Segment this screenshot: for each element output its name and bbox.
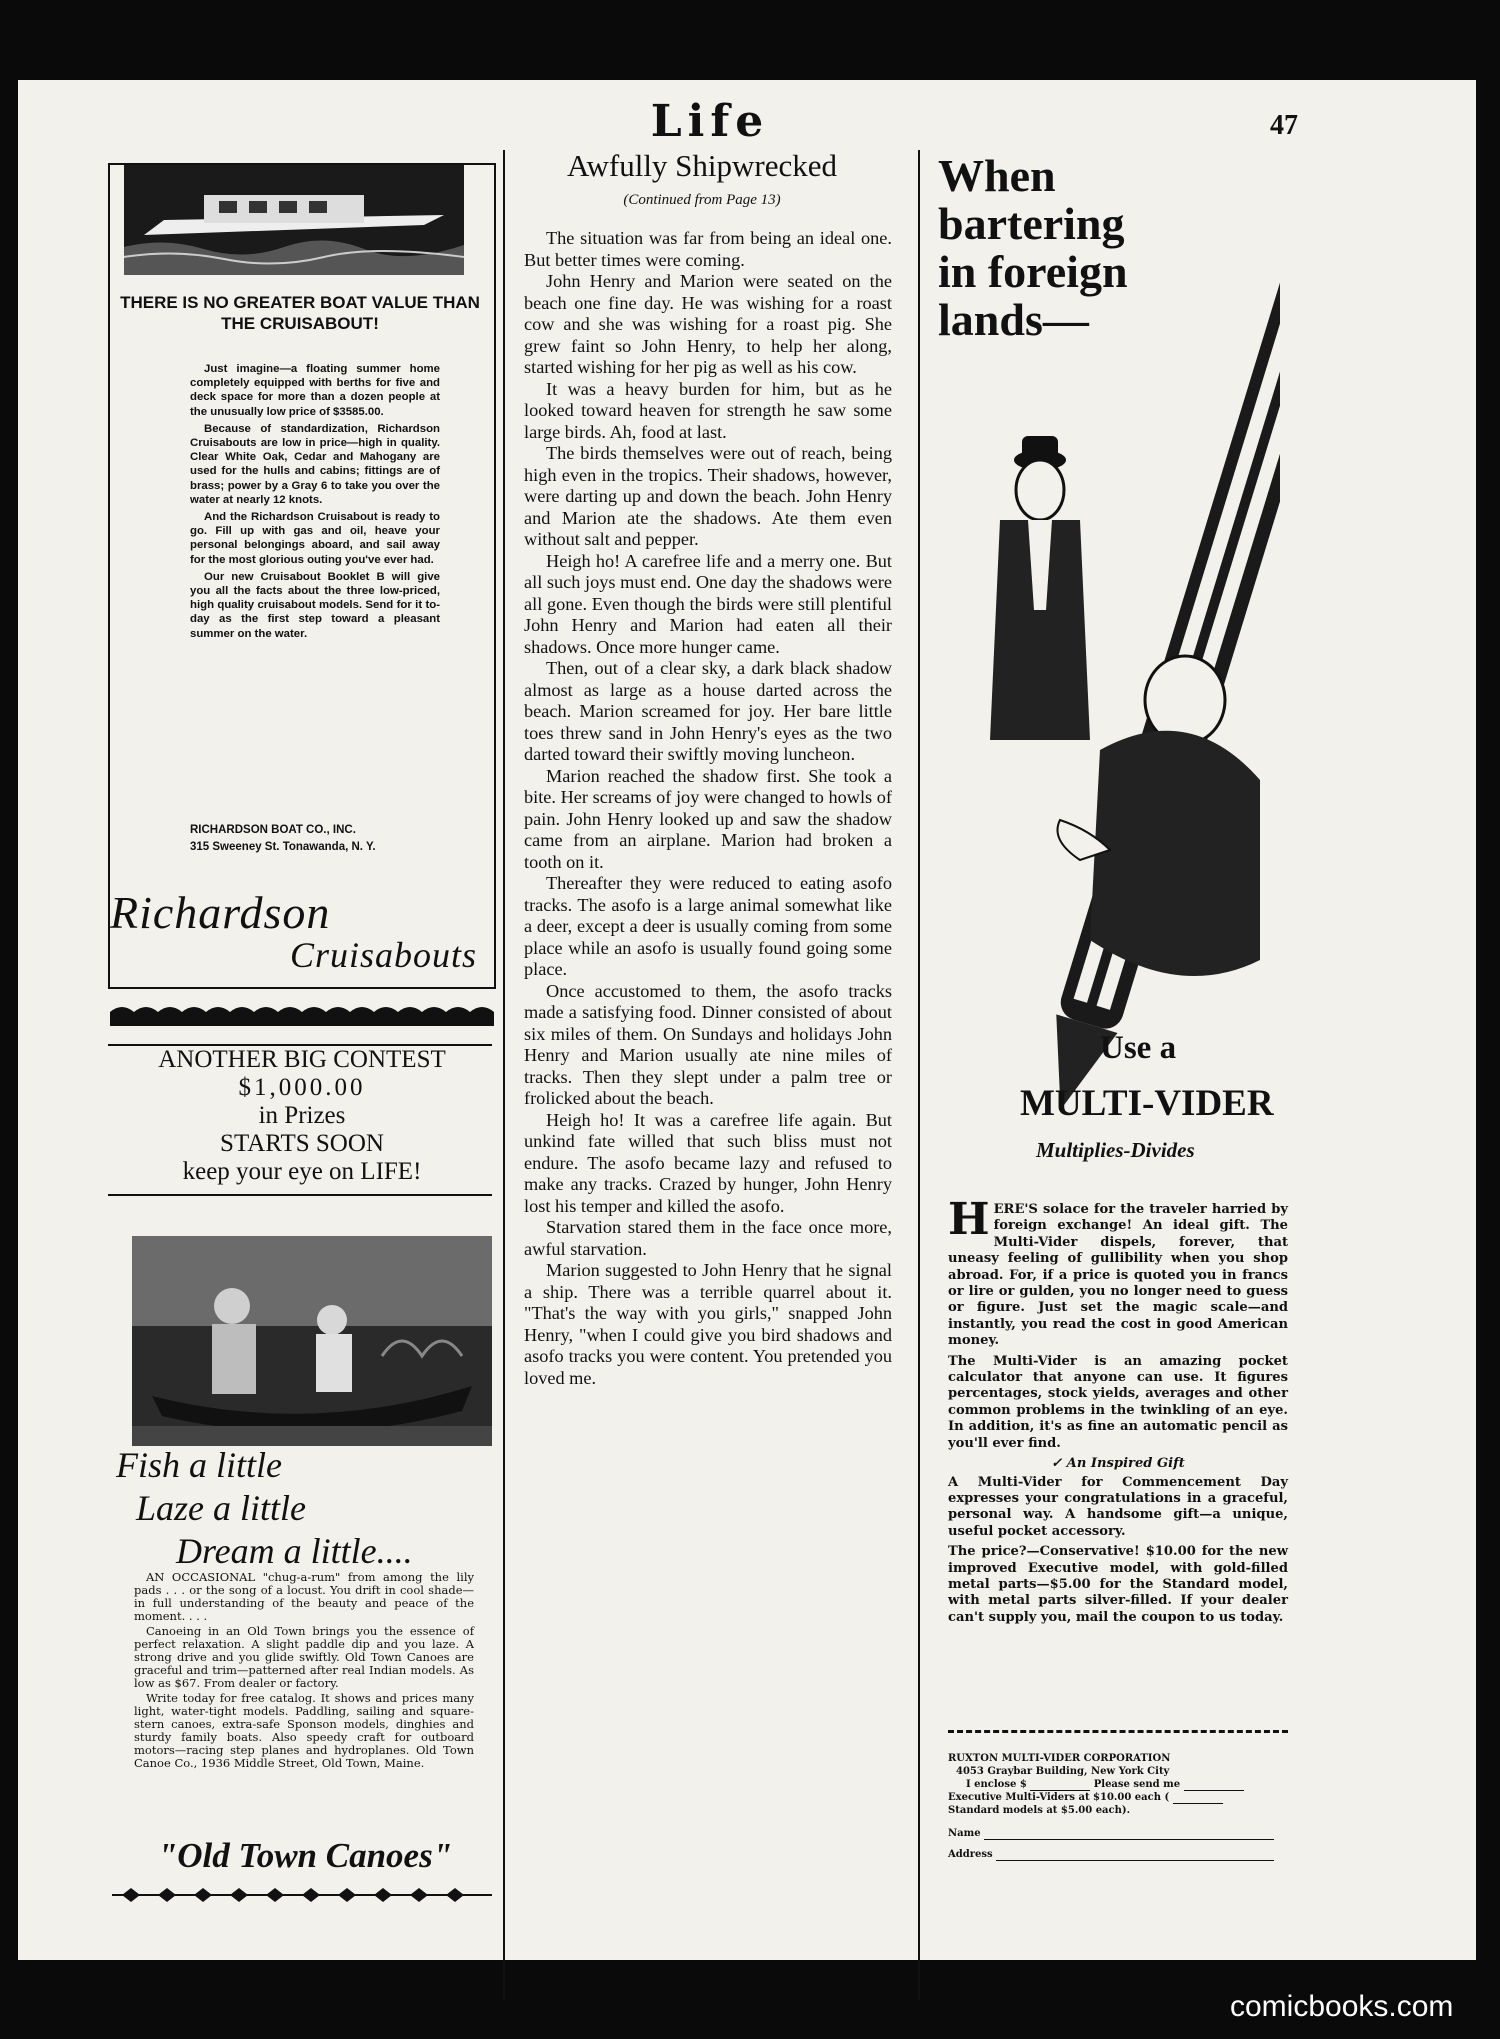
coupon-name-label: Name — [948, 1828, 981, 1839]
page-number: 47 — [1270, 110, 1298, 141]
diamond-ornament — [112, 1888, 492, 1902]
story-paragraph: Heigh ho! A carefree life and a merry one. But all such joys must end. One day the shadows were all gone. Even though the birds were still plentiful John Henry and Marion had eaten all their shadows. Once more hunger came. — [524, 550, 892, 657]
column-rule-left — [503, 150, 505, 2000]
story-paragraph: Starvation stared them in the face once more, awful starvation. — [524, 1217, 892, 1259]
contest-line: in Prizes — [258, 1102, 346, 1129]
coupon-address-field[interactable] — [996, 1860, 1274, 1861]
richardson-brand: Richardson — [110, 887, 331, 938]
story-paragraph: Marion suggested to John Henry that he signal a ship. There was a terrible quarrel about it. "That's the way with you girls," snapped John Henry, "when I could give you bird shadows and asofo tracks you were content. You pretended you loved me. — [524, 1260, 892, 1388]
product-tagline: Multiplies-Divides — [1036, 1138, 1195, 1162]
boat-ad-paragraph: Our new Cruisabout Booklet B will give you all the facts about the three low-priced, high quality cruisabout models. Send for it to-day as the first step toward a pleasant summer on the water. — [190, 570, 440, 640]
watermark: comicbooks.com — [1230, 1990, 1454, 2023]
coupon-company: RUXTON MULTI-VIDER CORPORATION — [948, 1753, 1171, 1764]
coupon-executive-field[interactable] — [1173, 1803, 1223, 1804]
story-continued-note: (Continued from Page 13) — [623, 192, 781, 208]
multivider-headline — [938, 152, 1128, 344]
headline-line: lands— — [938, 294, 1089, 345]
masthead: Life — [650, 96, 770, 147]
story-paragraph: Marion reached the shadow first. She took a bite. Her screams of joy were changed to howls of pain. John Henry looked up and saw the shadow came from an airplane. Marion had broken a tooth on it. — [524, 765, 892, 872]
boat-ad-headline: THERE IS NO GREATER BOAT VALUE THAN THE CRUISABOUT! — [120, 293, 480, 333]
old-town-canoes-brand: "Old Town Canoes" — [157, 1836, 453, 1875]
canoe-headline-line: Laze a little — [136, 1488, 306, 1528]
boat-ad-paragraph: Just imagine—a floating summer home completely equipped with berths for five and deck space for more than a dozen people at the unusually low price of $3585.00. — [190, 363, 440, 418]
multivider-paragraph: A Multi-Vider for Commencement Day expresses your congratulations in a graceful, personal way. A handsome gift—a unique, useful pocket accessory. — [948, 1474, 1288, 1539]
coupon-address-label: Address — [948, 1849, 993, 1860]
product-name: MULTI-VIDER — [1020, 1083, 1274, 1124]
story-paragraph: Thereafter they were reduced to eating asofo tracks. The asofo is a large animal somewhat like a deer, except a deer is usually coming from some place while an asofo is usually found going some place. — [524, 873, 892, 979]
contest-line: STARTS SOON — [220, 1130, 384, 1157]
story-paragraph: Then, out of a clear sky, a dark black shadow almost as large as a house darted across the beach. Marion screamed for joy. Her bare little toes threw sand in John Henry's eyes as the two darted toward their swiftly moving luncheon. — [524, 658, 892, 764]
story-title: Awfully Shipwrecked — [566, 148, 838, 183]
story-body — [524, 228, 892, 1389]
story-paragraph: The situation was far from being an ideal one. But better times were coming. — [524, 228, 892, 270]
coupon-executive-label: Executive Multi-Viders at $10.00 each ( — [948, 1792, 1170, 1803]
gift-heading: ✓ An Inspired Gift — [1051, 1456, 1185, 1472]
boat-ad-paragraph: And the Richardson Cruisabout is ready to go. Fill up with gas and oil, heave your personal belongings aboard, and sail away for the most glorious outing you've ever had. — [190, 511, 440, 566]
coupon-standard-label: Standard models at $5.00 each). — [948, 1805, 1131, 1816]
multivider-ad-body — [948, 1194, 1288, 1630]
coupon-please-label: Please send me — [1093, 1779, 1181, 1790]
story-paragraph: John Henry and Marion were seated on the beach one fine day. He was wishing for a roast cow and she was wishing for a roast pig. She grew faint so John Henry, to help her along, started wishing for her pig as well as his cow. — [524, 271, 892, 377]
multivider-paragraph: ERE'S solace for the traveler harried by foreign exchange! An ideal gift. The Multi-Vider dispels, forever, that uneasy feeling of gullibility when you shop abroad. For, if a price is quoted you in francs or lire or gulden, you no longer need to guess or figure. Just set the magic scale—and instantly, you read the cost in good American money. — [948, 1202, 1288, 1349]
contest-line: keep your eye on LIFE! — [182, 1158, 422, 1185]
dropcap-letter: H — [948, 1194, 990, 1245]
canoe-photo — [132, 1236, 492, 1446]
contest-prize-amount: $1,000.00 — [238, 1074, 366, 1101]
boat-ad-paragraph: Because of standardization, Richardson Cruisabouts are low in price—high in quality. Clear White Oak, Cedar and Mahogany are used for the hulls and cabins; fittings are of brass; power by a Gray 6 to take you over the water at nearly 12 knots. — [190, 422, 440, 506]
multivider-paragraph: The Multi-Vider is an amazing pocket calculator that anyone can use. It figures percentages, stock yields, averages and other common problems in the twinkling of an eye. In addition, it's as fine an automatic pencil as you'll ever find. — [948, 1353, 1288, 1451]
column-rule-right — [918, 150, 920, 2000]
canoe-headline-line: Dream a little.... — [176, 1531, 413, 1571]
boat-company-address: 315 Sweeney St. Tonawanda, N. Y. — [190, 841, 376, 853]
story-paragraph: The birds themselves were out of reach, being high even in the tropics. Their shadows, however, were darting up and down the beach. John Henry and Marion ate the shadows. Ate them even without salt and pepper. — [524, 443, 892, 549]
boat-illustration — [124, 165, 464, 275]
use-a-label: Use a — [1100, 1030, 1177, 1066]
canoe-ad-body — [134, 1571, 474, 1772]
canoe-ad-headline — [116, 1444, 496, 1573]
coupon-name-field[interactable] — [984, 1839, 1274, 1840]
coupon-cut-line — [948, 1730, 1288, 1735]
canoe-ad-paragraph: Write today for free catalog. It shows and prices many light, water-tight models. Paddling, sailing and square-stern canoes, extra-safe Sponson models, dinghies and sturdy family boats. Also speedy craft for outboard motors—racing step planes and hydroplanes. Old Town Canoe Co., 1936 Middle Street, Old Town, Maine. — [134, 1691, 474, 1770]
story-paragraph: Once accustomed to them, the asofo tracks made a satisfying food. Dinner consisted of about six miles of them. On Sundays and holidays John Henry and Marion usually ate nine miles of tracks. Then they slept under a palm tree or frolicked about the beach. — [524, 980, 892, 1108]
boat-ad-address-block — [190, 822, 450, 856]
contest-notice — [110, 1046, 494, 1186]
multivider-paragraph: The price?—Conservative! $10.00 for the new improved Executive model, with gold-filled metal parts—$5.00 for the Standard model, with metal parts silver-filled. If your dealer can't supply you, mail the coupon to us today. — [948, 1544, 1288, 1625]
order-coupon — [948, 1752, 1288, 1861]
headline-line: in foreign — [938, 246, 1128, 297]
headline-line: When — [938, 150, 1056, 201]
cruisabouts-brand: Cruisabouts — [290, 935, 478, 975]
coupon-address: 4053 Graybar Building, New York City — [956, 1766, 1170, 1777]
canoe-ad-paragraph: AN OCCASIONAL "chug-a-rum" from among the lily pads . . . or the song of a locust. You drift in cool shade—in full understanding of the beauty and peace of the moment. . . . — [134, 1570, 474, 1623]
story-paragraph: Heigh ho! It was a carefree life again. But unkind fate willed that such bliss must not endure. The asofo became lazy and refused to make any tracks. Crazed by hunger, John Henry lost his temper and killed the asofo. — [524, 1109, 892, 1216]
headline-line: bartering — [938, 198, 1125, 249]
boat-ad-body — [190, 362, 440, 644]
canoe-headline-line: Fish a little — [116, 1445, 282, 1485]
contest-line: ANOTHER BIG CONTEST — [158, 1046, 446, 1073]
canoe-ad-paragraph: Canoeing in an Old Town brings you the essence of perfect relaxation. A slight paddle dip and you laze. A strong drive and you glide swiftly. Old Town Canoes are graceful and trim—patterned after real Indian models. As low as $67. From dealer or factory. — [134, 1624, 474, 1690]
story-paragraph: It was a heavy burden for him, but as he looked toward heaven for strength he saw some large birds. Ah, food at last. — [524, 378, 892, 442]
coupon-enclose-label: I enclose $ — [966, 1779, 1027, 1790]
wave-ornament — [110, 1002, 494, 1026]
boat-company-name: RICHARDSON BOAT CO., INC. — [190, 824, 356, 836]
